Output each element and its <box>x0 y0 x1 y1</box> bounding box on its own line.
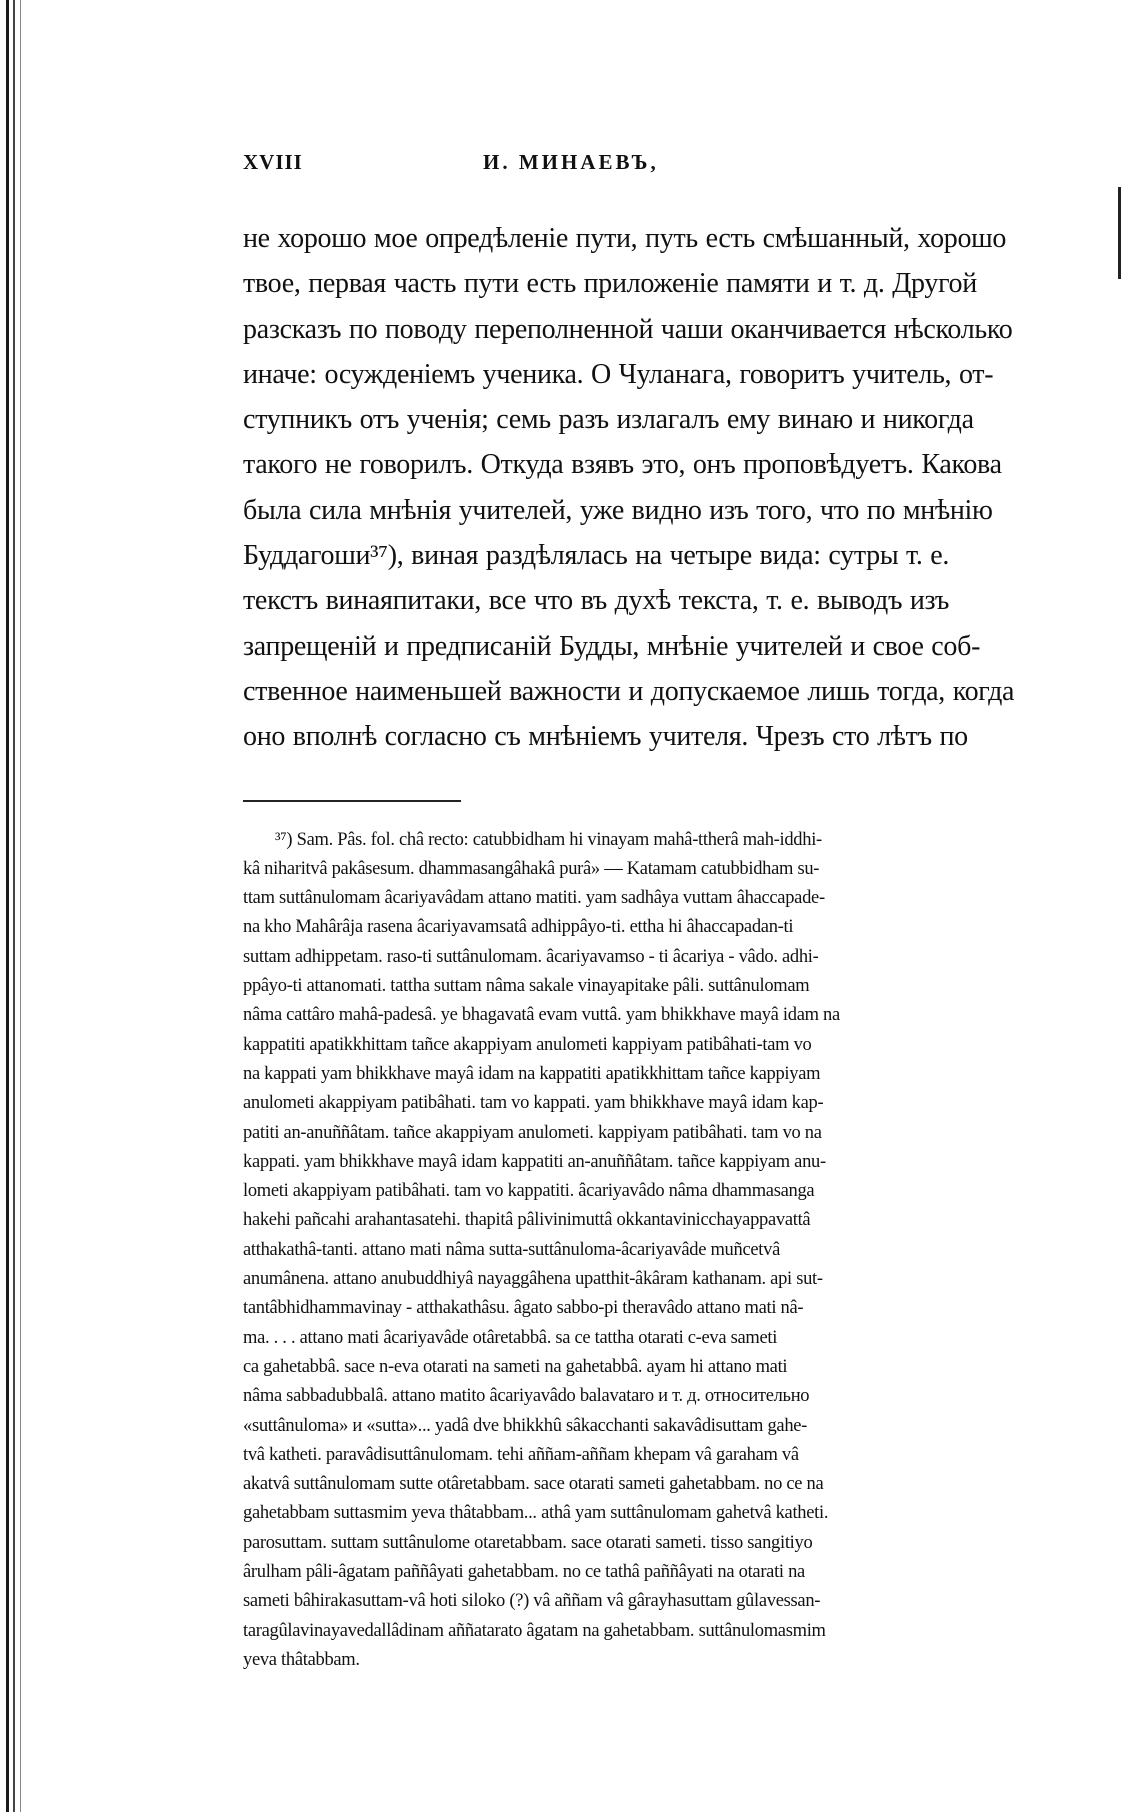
text-line: такого не говорилъ. Откуда взявъ это, онъ проповѣдуетъ. Какова <box>243 449 1002 481</box>
footnote-line: na kho Mahârâja rasena âcariyavamsatâ adhippâyo-ti. ettha hi âhaccapadan-ti <box>243 917 794 938</box>
binding-edge-line <box>13 0 15 1812</box>
page-number: XVIII <box>243 150 303 174</box>
margin-mark <box>1118 187 1121 279</box>
footnote-line: kappati. yam bhikkhave mayâ idam kappatiti an-anuññâtam. tañce kappiyam anu- <box>243 1151 826 1172</box>
text-line: была сила мнѣнія учителей, уже видно изъ того, что по мнѣнію <box>243 494 993 526</box>
footnote-line: taragûlavinayavedallâdinam aññatarato âgatam na gahetabbam. suttânulomasmim <box>243 1620 826 1641</box>
footnote-line: yeva thâtabbam. <box>243 1649 360 1670</box>
footnote-line: akatvâ suttânulomam sutte otâretabbam. sace otarati sameti gahetabbam. no ce na <box>243 1474 824 1495</box>
footnote-line: na kappati yam bhikkhave mayâ idam na kappatiti apatikkhittam tañce kappiyam <box>243 1063 821 1084</box>
text-line: разсказъ по поводу переполненной чаши оканчивается нѣсколько <box>243 313 1013 345</box>
footnote-line: nâma sabbadubbalâ. attano matito âcariyavâdo balavataro и т. д. относительно <box>243 1386 810 1407</box>
text-line: ступникъ отъ ученія; семь разъ излагалъ ему винаю и никогда <box>243 404 974 436</box>
binding-edge-line <box>6 0 9 1812</box>
footnote-line: sameti bâhirakasuttam-vâ hoti siloko (?) vâ aññam vâ gârayhasuttam gûlavessan- <box>243 1591 821 1612</box>
footnote-line: hakehi pañcahi arahantasatehi. thapitâ pâlivinimuttâ okkantavinicchayappavattâ <box>243 1210 811 1231</box>
footnote-line: ca gahetabbâ. sace n-eva otarati na sameti na gahetabbâ. ayam hi attano mati <box>243 1356 788 1377</box>
text-line: запрещеній и предписаній Будды, мнѣніе учителей и свое соб- <box>243 630 981 662</box>
footnote-line: tvâ katheti. paravâdisuttânulomam. tehi aññam-aññam khepam vâ garaham vâ <box>243 1444 799 1465</box>
footnote-line: kappatiti apatikkhittam tañce akappiyam anulometi kappiyam patibâhati-tam vo <box>243 1034 812 1055</box>
footnote-separator <box>243 800 461 802</box>
text-line: оно вполнѣ согласно съ мнѣніемъ учителя. Чрезъ сто лѣтъ по <box>243 721 968 753</box>
footnote-line: parosuttam. suttam suttânulome otaretabbam. sace otarati sameti. tisso sangitiyo <box>243 1532 813 1553</box>
footnote-line: nâma cattâro mahâ-padesâ. ye bhagavatâ evam vuttâ. yam bhikkhave mayâ idam na <box>243 1005 840 1026</box>
footnote-line: ma. . . . attano mati âcariyavâde otâretabbâ. sa ce tattha otarati c-eva sameti <box>243 1327 778 1348</box>
footnote-line: patiti an-anuññâtam. tañce akappiyam anulometi. kappiyam patibâhati. tam vo na <box>243 1122 822 1143</box>
footnote-line: ppâyo-ti attanomati. tattha suttam nâma sakale vinayapitake pâli. suttânulomam <box>243 976 810 997</box>
body-text <box>243 216 1073 760</box>
footnote-line: ârulham pâli-âgatam paññâyati gahetabbam. no ce tathâ paññâyati na otarati na <box>243 1561 805 1582</box>
text-line: твое, первая часть пути есть приложеніе памяти и т. д. Другой <box>243 268 977 300</box>
binding-edge-line <box>20 0 21 1812</box>
text-line: иначе: осужденіемъ ученика. О Чуланага, говоритъ учитель, от- <box>243 358 994 390</box>
footnote-line: ³⁷) Sam. Pâs. fol. châ recto: catubbidham hi vinayam mahâ-ttherâ mah-iddhi- <box>275 829 822 850</box>
text-line: Буддагоши³⁷), виная раздѣлялась на четыре вида: сутры т. е. <box>243 540 950 572</box>
footnote-line: atthakathâ-tanti. attano mati nâma sutta-suttânuloma-âcariyavâde muñcetvâ <box>243 1239 780 1260</box>
footnote-line: suttam adhippetam. raso-ti suttânulomam. âcariyavamso - ti âcariya - vâdo. adhi- <box>243 946 819 967</box>
page <box>243 150 1073 1675</box>
footnote-line: lometi akappiyam patibâhati. tam vo kappatiti. âcariyavâdo nâma dhammasanga <box>243 1181 815 1202</box>
footnote-line: anumânena. attano anubuddhiyâ nayaggâhena upatthit-âkâram kathanam. api sut- <box>243 1269 823 1290</box>
footnote-line: tantâbhidhammavinay - atthakathâsu. âgato sabbo-pi theravâdo attano mati nâ- <box>243 1298 804 1319</box>
text-line: текстъ винаяпитаки, все что въ духѣ текста, т. е. выводъ изъ <box>243 585 950 617</box>
footnote <box>243 826 1073 1676</box>
footnote-line: gahetabbam suttasmim yeva thâtabbam... athâ yam suttânulomam gahetvâ katheti. <box>243 1503 829 1524</box>
footnote-line: ttam suttânulomam âcariyavâdam attano matiti. yam sadhâya vuttam âhaccapade- <box>243 888 825 909</box>
footnote-line: anulometi akappiyam patibâhati. tam vo kappati. yam bhikkhave mayâ idam kap- <box>243 1093 824 1114</box>
page-header <box>243 150 1073 190</box>
text-line: ственное наименьшей важности и допускаемое лишь тогда, когда <box>243 675 1015 707</box>
text-line: не хорошо мое опредѣленіе пути, путь есть смѣшанный, хорошо <box>243 223 1007 254</box>
footnote-line: «suttânuloma» и «sutta»... yadâ dve bhikkhû sâkacchanti sakavâdisuttam gahe- <box>243 1415 808 1436</box>
footnote-line: kâ niharitvâ pakâsesum. dhammasangâhakâ purâ» — Katamam catubbidham su- <box>243 858 820 879</box>
running-title: И. МИНАЕВЪ, <box>483 150 659 174</box>
